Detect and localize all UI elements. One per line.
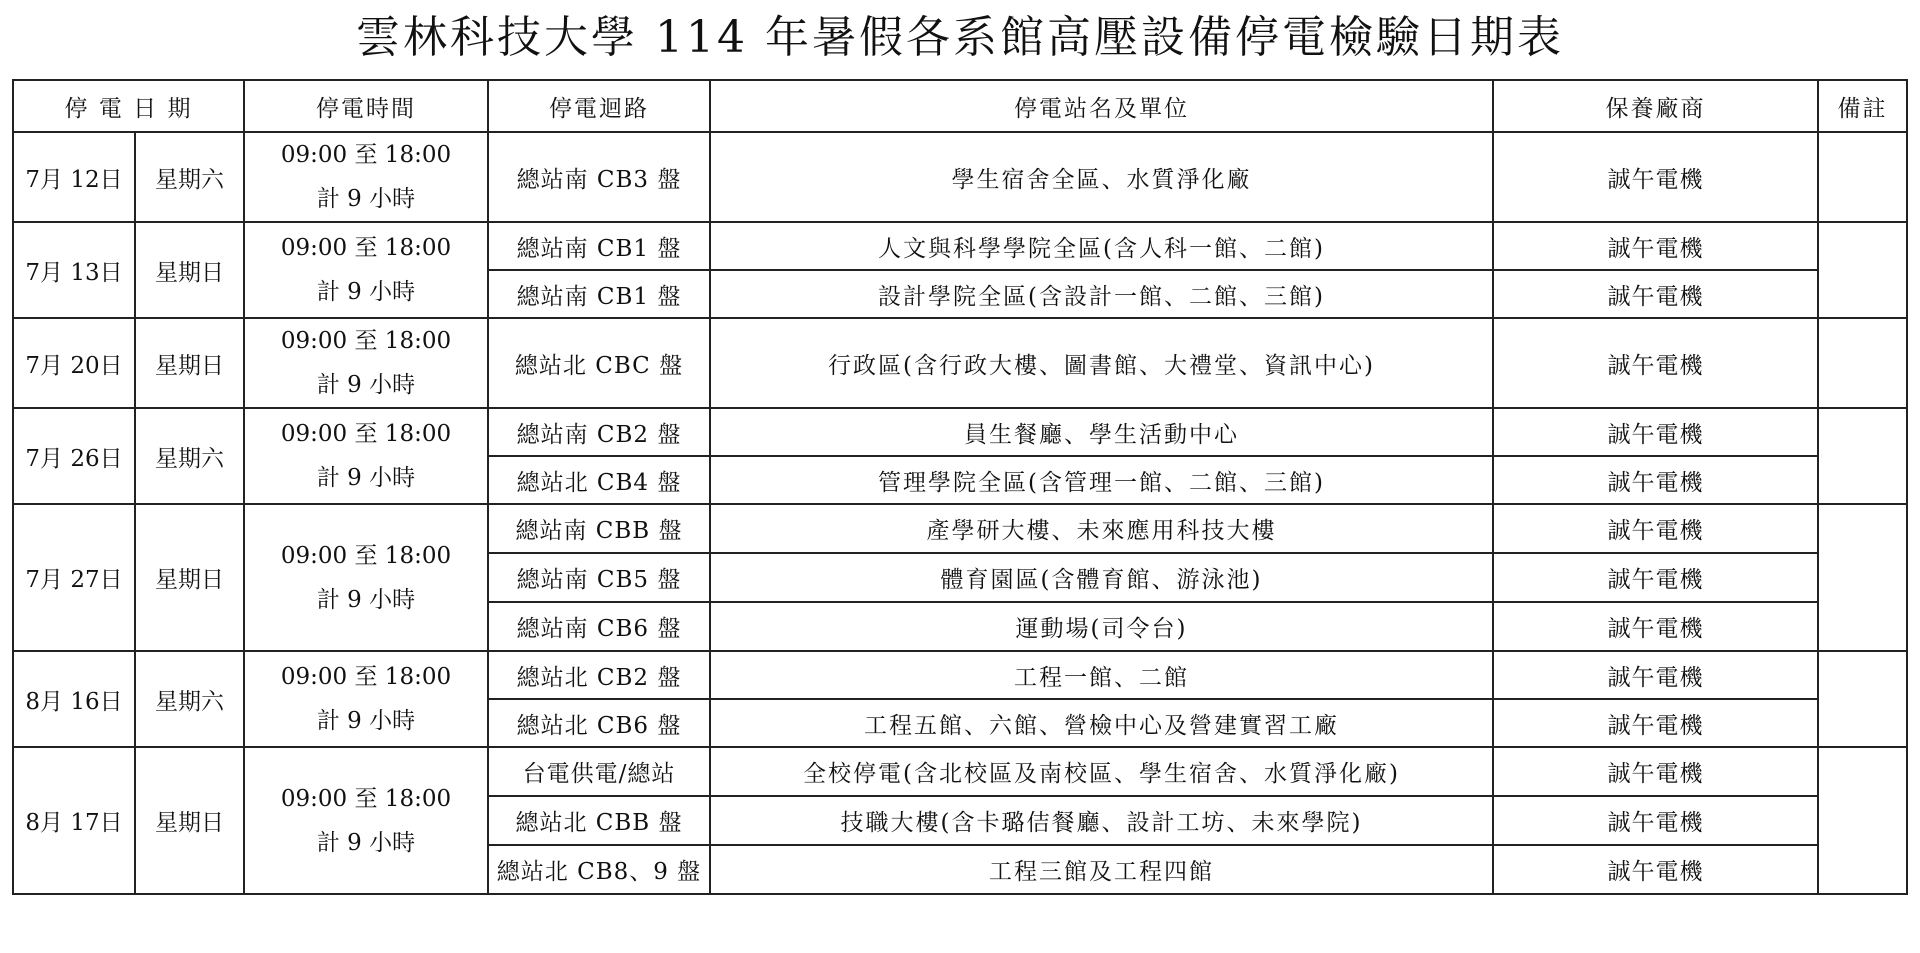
vendor-cell: 誠午電機 <box>1493 553 1818 602</box>
station-unit-cell: 運動場(司令台) <box>710 602 1493 651</box>
outage-schedule-table <box>12 79 1908 895</box>
remarks-cell <box>1818 504 1907 651</box>
header-outage-date: 停 電 日 期 <box>13 80 244 132</box>
station-unit-cell: 員生餐廳、學生活動中心 <box>710 408 1493 456</box>
table-row <box>13 408 1907 456</box>
table-row <box>13 504 1907 553</box>
vendor-cell: 誠午電機 <box>1493 408 1818 456</box>
table-row <box>13 132 1907 222</box>
time-range-text: 09:00 至 18:00 <box>280 664 452 690</box>
outage-time-cell <box>244 132 488 222</box>
duration-text: 計 9 小時 <box>316 279 416 305</box>
remarks-cell <box>1818 222 1907 318</box>
outage-time-cell <box>244 318 488 408</box>
header-outage-time: 停電時間 <box>244 80 488 132</box>
outage-date-cell: 8月 16日 <box>13 651 135 747</box>
duration-text: 計 9 小時 <box>316 372 416 398</box>
station-unit-cell: 工程三館及工程四館 <box>710 845 1493 894</box>
station-unit-cell: 全校停電(含北校區及南校區、學生宿舍、水質淨化廠) <box>710 747 1493 796</box>
station-unit-cell: 人文與科學學院全區(含人科一館、二館) <box>710 222 1493 270</box>
remarks-cell <box>1818 408 1907 504</box>
duration-text: 計 9 小時 <box>316 186 416 212</box>
outage-date-cell: 7月 12日 <box>13 132 135 222</box>
vendor-cell: 誠午電機 <box>1493 270 1818 318</box>
remarks-cell <box>1818 132 1907 222</box>
station-unit-cell: 技職大樓(含卡璐佶餐廳、設計工坊、未來學院) <box>710 796 1493 845</box>
outage-circuit-cell: 總站北 CB4 盤 <box>488 456 710 504</box>
station-unit-cell: 工程一館、二館 <box>710 651 1493 699</box>
weekday-cell: 星期日 <box>135 747 244 894</box>
vendor-cell: 誠午電機 <box>1493 318 1818 408</box>
time-range-text: 09:00 至 18:00 <box>280 328 452 354</box>
outage-circuit-cell: 總站南 CB1 盤 <box>488 222 710 270</box>
vendor-cell: 誠午電機 <box>1493 845 1818 894</box>
vendor-cell: 誠午電機 <box>1493 132 1818 222</box>
outage-circuit-cell: 總站北 CB8、9 盤 <box>488 845 710 894</box>
station-unit-cell: 設計學院全區(含設計一館、二館、三館) <box>710 270 1493 318</box>
remarks-cell <box>1818 318 1907 408</box>
vendor-cell: 誠午電機 <box>1493 699 1818 747</box>
weekday-cell: 星期日 <box>135 318 244 408</box>
duration-text: 計 9 小時 <box>316 586 416 613</box>
table-row <box>13 318 1907 408</box>
weekday-cell: 星期日 <box>135 504 244 651</box>
time-range-text: 09:00 至 18:00 <box>280 142 452 168</box>
outage-date-cell: 8月 17日 <box>13 747 135 894</box>
duration-text: 計 9 小時 <box>316 465 416 491</box>
vendor-cell: 誠午電機 <box>1493 747 1818 796</box>
outage-circuit-cell: 總站南 CBB 盤 <box>488 504 710 553</box>
duration-text: 計 9 小時 <box>316 708 416 734</box>
outage-circuit-cell: 總站南 CB6 盤 <box>488 602 710 651</box>
outage-circuit-cell: 總站南 CB5 盤 <box>488 553 710 602</box>
time-range-text: 09:00 至 18:00 <box>280 785 452 812</box>
time-range-text: 09:00 至 18:00 <box>280 542 452 569</box>
outage-date-cell: 7月 26日 <box>13 408 135 504</box>
outage-date-cell: 7月 13日 <box>13 222 135 318</box>
outage-time-cell <box>244 504 488 651</box>
outage-circuit-cell: 總站北 CB2 盤 <box>488 651 710 699</box>
vendor-cell: 誠午電機 <box>1493 796 1818 845</box>
time-range-text: 09:00 至 18:00 <box>280 235 452 261</box>
outage-circuit-cell: 總站北 CB6 盤 <box>488 699 710 747</box>
weekday-cell: 星期日 <box>135 222 244 318</box>
vendor-cell: 誠午電機 <box>1493 504 1818 553</box>
table-row <box>13 747 1907 796</box>
table-row <box>13 222 1907 270</box>
outage-circuit-cell: 總站南 CB3 盤 <box>488 132 710 222</box>
outage-time-cell <box>244 651 488 747</box>
outage-time-cell <box>244 408 488 504</box>
header-station-unit: 停電站名及單位 <box>710 80 1493 132</box>
remarks-cell <box>1818 747 1907 894</box>
station-unit-cell: 產學研大樓、未來應用科技大樓 <box>710 504 1493 553</box>
weekday-cell: 星期六 <box>135 132 244 222</box>
remarks-cell <box>1818 651 1907 747</box>
header-maintenance-vendor: 保養廠商 <box>1493 80 1818 132</box>
outage-date-cell: 7月 27日 <box>13 504 135 651</box>
header-outage-circuit: 停電迴路 <box>488 80 710 132</box>
station-unit-cell: 學生宿舍全區、水質淨化廠 <box>710 132 1493 222</box>
duration-text: 計 9 小時 <box>316 829 416 856</box>
station-unit-cell: 管理學院全區(含管理一館、二館、三館) <box>710 456 1493 504</box>
weekday-cell: 星期六 <box>135 408 244 504</box>
vendor-cell: 誠午電機 <box>1493 602 1818 651</box>
time-range-text: 09:00 至 18:00 <box>280 421 452 447</box>
vendor-cell: 誠午電機 <box>1493 651 1818 699</box>
outage-circuit-cell: 總站北 CBB 盤 <box>488 796 710 845</box>
table-header-row <box>13 80 1907 132</box>
outage-circuit-cell: 總站南 CB1 盤 <box>488 270 710 318</box>
weekday-cell: 星期六 <box>135 651 244 747</box>
table-body <box>13 132 1907 894</box>
outage-circuit-cell: 總站北 CBC 盤 <box>488 318 710 408</box>
outage-circuit-cell: 總站南 CB2 盤 <box>488 408 710 456</box>
outage-circuit-cell: 台電供電/總站 <box>488 747 710 796</box>
station-unit-cell: 體育園區(含體育館、游泳池) <box>710 553 1493 602</box>
outage-time-cell <box>244 222 488 318</box>
station-unit-cell: 工程五館、六館、營檢中心及營建實習工廠 <box>710 699 1493 747</box>
outage-time-cell <box>244 747 488 894</box>
vendor-cell: 誠午電機 <box>1493 222 1818 270</box>
header-remarks: 備註 <box>1818 80 1907 132</box>
vendor-cell: 誠午電機 <box>1493 456 1818 504</box>
outage-date-cell: 7月 20日 <box>13 318 135 408</box>
document-title: 雲林科技大學 114 年暑假各系館高壓設備停電檢驗日期表 <box>356 12 1564 63</box>
table-row <box>13 651 1907 699</box>
station-unit-cell: 行政區(含行政大樓、圖書館、大禮堂、資訊中心) <box>710 318 1493 408</box>
